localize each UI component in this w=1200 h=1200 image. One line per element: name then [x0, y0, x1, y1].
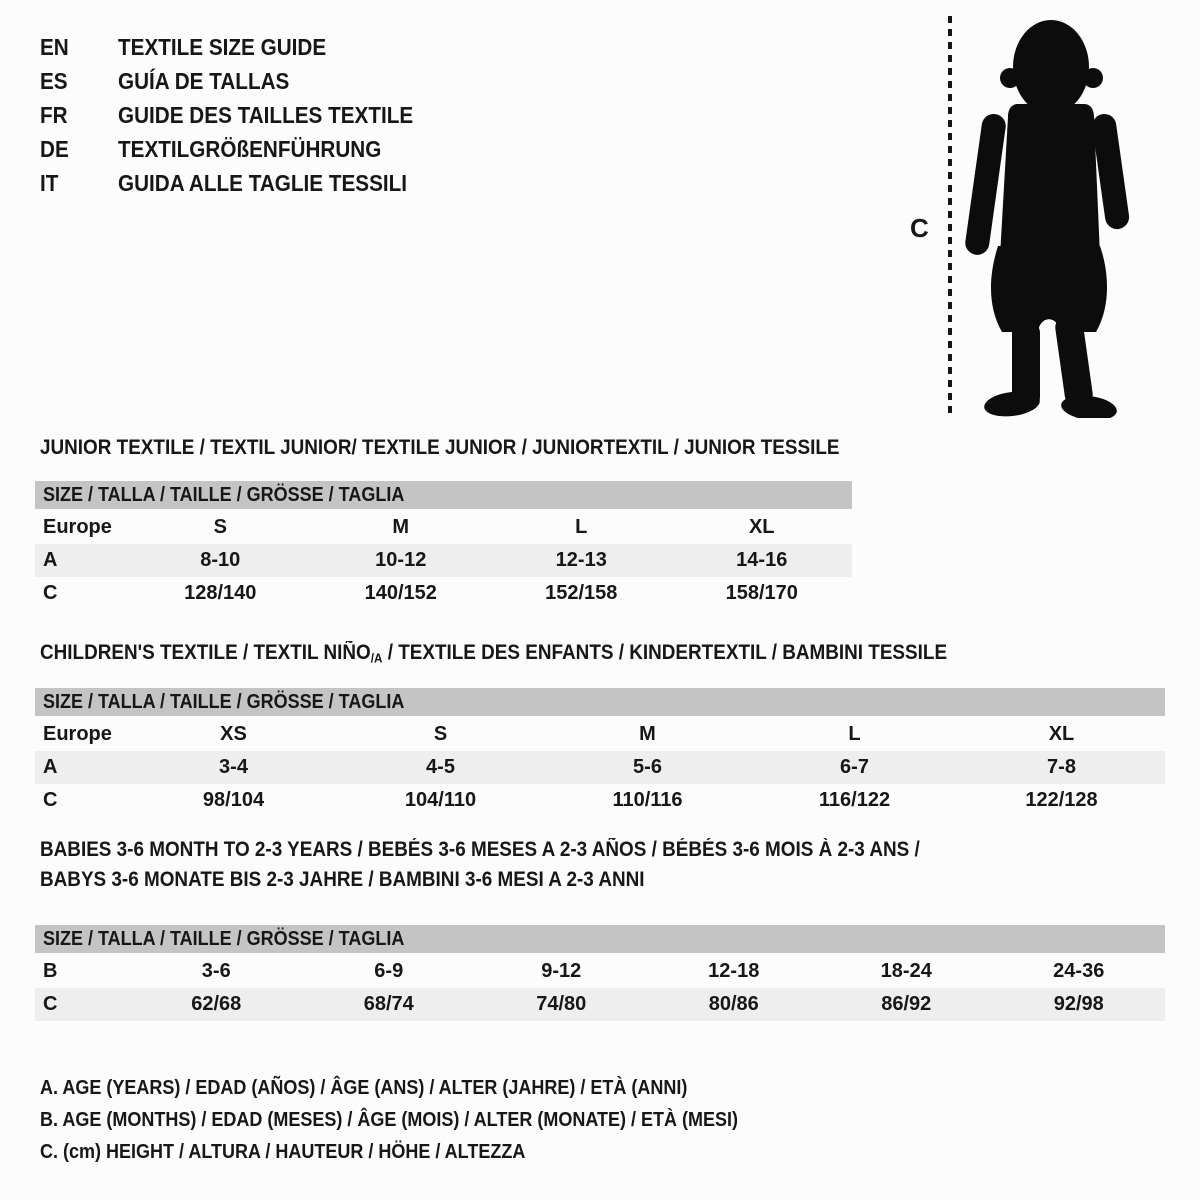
- size-col-header: M: [639, 723, 656, 745]
- region-label: Europe: [43, 723, 112, 745]
- children-size-table: [35, 688, 1165, 817]
- row-label: B: [43, 960, 58, 982]
- size-cell: 5-6: [633, 756, 662, 778]
- row-label: A: [43, 549, 58, 571]
- table-row: [35, 955, 1165, 988]
- size-cell: 3-4: [219, 756, 248, 778]
- size-header-text: SIZE / TALLA / TAILLE / GRÖSSE / TAGLIA: [43, 928, 405, 950]
- language-header: [40, 30, 446, 200]
- table-row: [35, 751, 1165, 784]
- children-heading-prefix: CHILDREN'S TEXTILE / TEXTIL NIÑO: [40, 641, 371, 664]
- size-cell: 110/116: [612, 789, 683, 811]
- size-cell: 140/152: [364, 582, 437, 604]
- children-heading-subscript: /A: [370, 650, 383, 666]
- size-cell: 98/104: [202, 789, 265, 811]
- region-label: Europe: [43, 516, 112, 538]
- legend-text-c: C. (cm) HEIGHT / ALTURA / HAUTEUR / HÖHE / ALTEZZA: [40, 1141, 526, 1163]
- table-row: [35, 577, 852, 610]
- junior-size-table: [35, 481, 852, 610]
- legend-text-b: B. AGE (MONTHS) / EDAD (MESES) / ÂGE (MOIS) / ALTER (MONATE) / ETÀ (MESI): [40, 1109, 738, 1131]
- junior-section-heading: [40, 433, 928, 463]
- junior-heading-text: JUNIOR TEXTILE / TEXTIL JUNIOR/ TEXTILE JUNIOR / JUNIORTEXTIL / JUNIOR TESSILE: [40, 436, 840, 459]
- babies-section-heading: [40, 835, 1018, 895]
- size-cell: 8-10: [200, 549, 241, 571]
- size-cell: 80/86: [708, 993, 759, 1015]
- size-cell: 6-9: [374, 960, 404, 982]
- size-cell: 18-24: [880, 960, 932, 982]
- children-section-heading: [40, 638, 1048, 674]
- size-cell: 24-36: [1053, 960, 1105, 982]
- size-col-header: S: [433, 723, 448, 745]
- legend-line-a: [40, 1072, 816, 1104]
- children-heading-text: [40, 638, 947, 674]
- size-cell: 74/80: [536, 993, 587, 1015]
- size-col-header: S: [213, 516, 227, 538]
- size-cell: 152/158: [545, 582, 618, 604]
- size-cell: 6-7: [840, 756, 869, 778]
- size-cell: 92/98: [1053, 993, 1104, 1015]
- size-cell: 122/128: [1025, 789, 1098, 811]
- lang-row-es: [40, 64, 446, 98]
- size-cell: 104/110: [404, 789, 477, 811]
- size-header-bar: [35, 925, 1165, 953]
- size-cell: 116/122: [818, 789, 891, 811]
- guide-title: TEXTILE SIZE GUIDE: [118, 33, 327, 60]
- table-row: [35, 988, 1165, 1021]
- lang-code: DE: [40, 135, 69, 162]
- lang-code: FR: [40, 101, 68, 128]
- size-cell: 7-8: [1047, 756, 1076, 778]
- size-col-header: XL: [1048, 723, 1075, 745]
- height-measure-label: C: [910, 213, 929, 243]
- size-cell: 86/92: [881, 993, 932, 1015]
- table-row: [35, 718, 1165, 751]
- row-label: C: [43, 582, 58, 604]
- lang-code: EN: [40, 33, 69, 60]
- babies-heading-line2: BABYS 3-6 MONATE BIS 2-3 JAHRE / BAMBINI 3-6 MESI A 2-3 ANNI: [40, 868, 645, 891]
- table-row: [35, 544, 852, 577]
- height-dashed-line: [948, 16, 952, 414]
- size-cell: 62/68: [191, 993, 242, 1015]
- size-cell: 158/170: [725, 582, 798, 604]
- table-row: [35, 511, 852, 544]
- size-col-header: L: [848, 723, 861, 745]
- size-cell: 4-5: [426, 756, 455, 778]
- size-header-bar: [35, 481, 852, 509]
- row-label: A: [43, 756, 58, 778]
- table-row: [35, 784, 1165, 817]
- size-header-bar: [35, 688, 1165, 716]
- lang-code: ES: [40, 67, 68, 94]
- size-cell: 9-12: [541, 960, 582, 982]
- guide-title: GUIDA ALLE TAGLIE TESSILI: [118, 169, 408, 196]
- legend-line-c: [40, 1136, 816, 1168]
- lang-code: IT: [40, 169, 59, 196]
- toddler-silhouette-image: [956, 14, 1142, 418]
- row-label: C: [43, 993, 58, 1015]
- size-cell: 10-12: [375, 549, 427, 571]
- guide-title: TEXTILGRÖßENFÜHRUNG: [118, 135, 382, 162]
- size-col-header: L: [575, 516, 588, 538]
- row-label: C: [43, 789, 58, 811]
- babies-size-table: [35, 925, 1165, 1021]
- size-cell: 12-18: [708, 960, 760, 982]
- children-heading-suffix: / TEXTILE DES ENFANTS / KINDERTEXTIL / BAMBINI TESSILE: [382, 641, 948, 664]
- size-col-header: XS: [220, 723, 247, 745]
- size-header-text: SIZE / TALLA / TAILLE / GRÖSSE / TAGLIA: [43, 691, 405, 713]
- lang-row-fr: [40, 98, 446, 132]
- size-cell: 68/74: [363, 993, 414, 1015]
- measurement-legend: [40, 1072, 816, 1168]
- size-cell: 3-6: [201, 960, 231, 982]
- size-col-header: XL: [748, 516, 775, 538]
- babies-heading-line1: BABIES 3-6 MONTH TO 2-3 YEARS / BEBÉS 3-6 MESES A 2-3 AÑOS / BÉBÉS 3-6 MOIS À 2-3 ANS /: [40, 838, 920, 861]
- lang-row-it: [40, 166, 446, 200]
- guide-title: GUÍA DE TALLAS: [118, 67, 290, 94]
- size-col-header: M: [392, 516, 410, 538]
- size-header-text: SIZE / TALLA / TAILLE / GRÖSSE / TAGLIA: [43, 484, 405, 506]
- lang-row-en: [40, 30, 446, 64]
- size-cell: 14-16: [736, 549, 788, 571]
- guide-title: GUIDE DES TAILLES TEXTILE: [118, 101, 414, 128]
- lang-row-de: [40, 132, 446, 166]
- size-cell: 12-13: [555, 549, 607, 571]
- legend-text-a: A. AGE (YEARS) / EDAD (AÑOS) / ÂGE (ANS) / ALTER (JAHRE) / ETÀ (ANNI): [40, 1077, 688, 1099]
- size-cell: 128/140: [184, 582, 257, 604]
- legend-line-b: [40, 1104, 816, 1136]
